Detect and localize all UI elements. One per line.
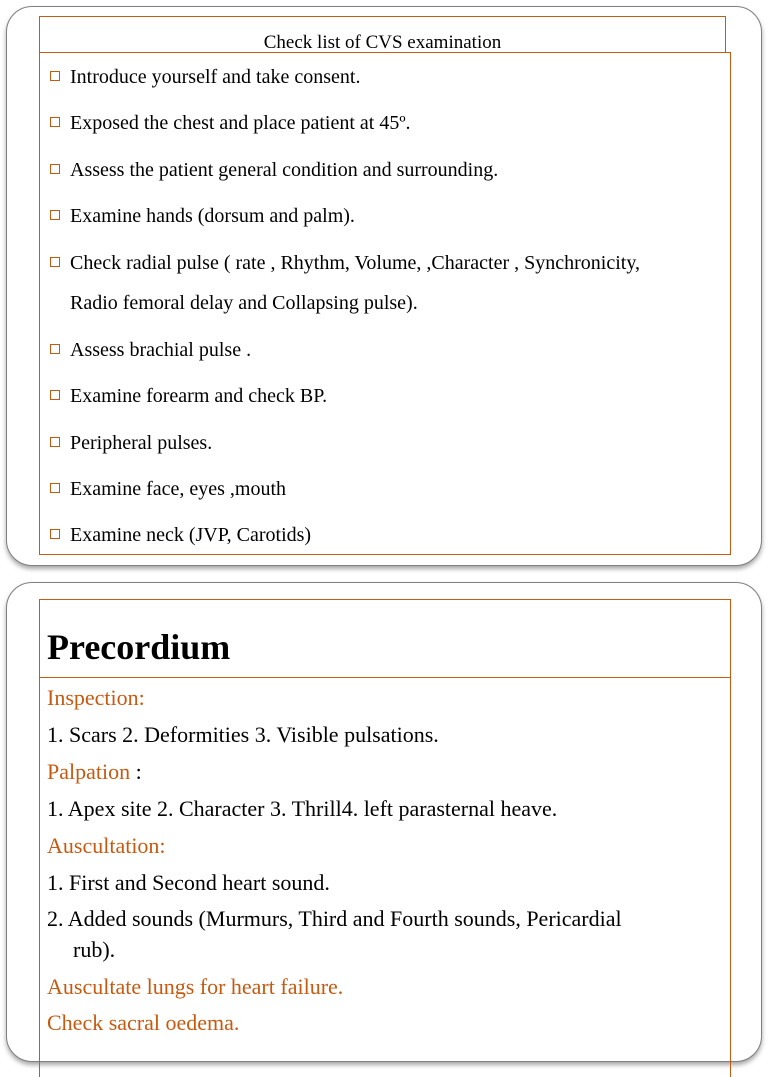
inspection-heading: Inspection:	[47, 685, 145, 710]
checkbox-bullet-icon	[50, 529, 60, 539]
checkbox-bullet-icon	[50, 437, 60, 447]
checkbox-bullet-icon	[50, 390, 60, 400]
checklist-list: Introduce yourself and take consent. Exposed the chest and place patient at 45º. Assess the patient general condition and surrounding. Examine hands (dorsum and palm). Check radial pulse ( rate , Rhythm, Volume, ,Character , Synchronicity, Radio femoral delay and Collapsing pulse). Assess brachial pulse . Examine forearm and check BP. Peripheral pulses. Examine face, eyes ,mouth Examine neck (JVP, Carotids)	[39, 52, 731, 555]
checkbox-bullet-icon	[50, 344, 60, 354]
precordium-slide	[6, 582, 762, 1062]
auscultation-heading: Auscultation:	[47, 833, 166, 858]
checkbox-bullet-icon	[50, 71, 60, 81]
sacral-oedema-instruction: Check sacral oedema.	[47, 1010, 240, 1035]
palpation-colon: :	[130, 759, 142, 784]
palpation-heading	[47, 757, 142, 787]
inspection-text: 1. Scars 2. Deformities 3. Visible pulsations.	[47, 722, 439, 747]
palpation-label: Palpation	[47, 759, 131, 784]
auscultation-text-1: 1. First and Second heart sound.	[47, 870, 330, 895]
page-title: Precordium	[47, 627, 231, 667]
checkbox-bullet-icon	[50, 257, 60, 267]
checkbox-bullet-icon	[50, 164, 60, 174]
checklist-title-box	[39, 16, 726, 52]
palpation-text: 1. Apex site 2. Character 3. Thrill4. left parasternal heave.	[47, 796, 558, 821]
auscultation-text-2: 2. Added sounds (Murmurs, Third and Fourth sounds, Pericardial	[47, 906, 622, 931]
checkbox-bullet-icon	[50, 117, 60, 127]
checkbox-bullet-icon	[50, 483, 60, 493]
checklist-slide	[6, 6, 762, 566]
lungs-instruction: Auscultate lungs for heart failure.	[47, 974, 344, 999]
auscultation-text-2-continued: rub).	[73, 937, 116, 962]
checklist-title: Check list of CVS examination	[263, 32, 502, 53]
checkbox-bullet-icon	[50, 210, 60, 220]
